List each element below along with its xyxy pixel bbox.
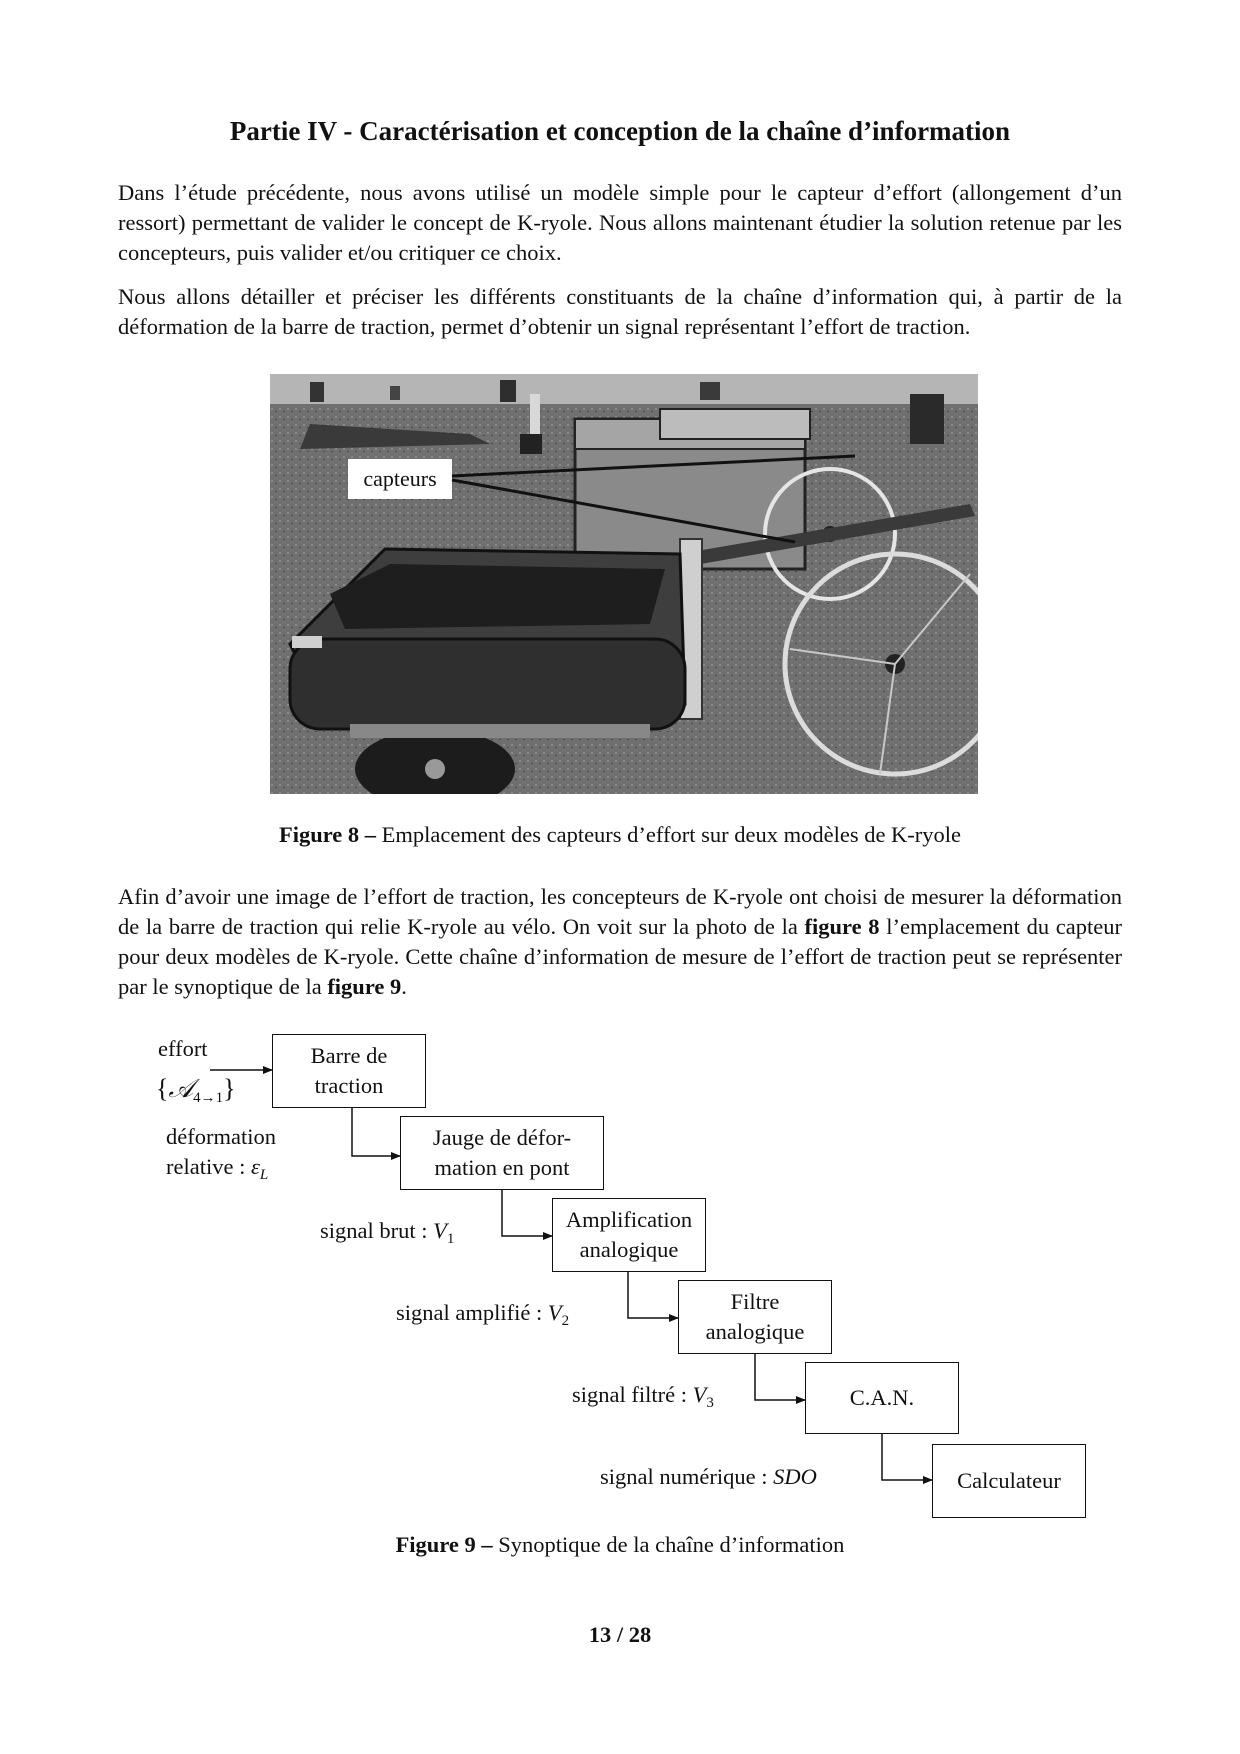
effort-torsor: {𝒜$_{4\to 1}$} xyxy=(156,1074,236,1106)
figure-8-ref: figure 8 xyxy=(804,914,880,939)
block-jauge-deformation: Jauge de défor-mation en pont xyxy=(400,1116,604,1190)
page-number: 13 / 28 xyxy=(588,1622,652,1647)
figure-8-number: Figure 8 – xyxy=(278,822,377,847)
torsor-subscript: 4→1 xyxy=(193,1090,224,1106)
capteurs-label: capteurs xyxy=(363,466,437,491)
block-calculateur: Calculateur xyxy=(932,1444,1086,1518)
measure-text-3: . xyxy=(401,974,407,999)
block-barre-traction: Barre de traction xyxy=(272,1034,426,1108)
measure-text-2: l’emplacement du capteur pour deux modèles de K-ryole. Cette chaîne d’information de mesure de l’effort de traction peut se représenter par le synoptique de la xyxy=(118,914,1122,999)
figure-9-caption xyxy=(0,1532,1240,1558)
signal-numerique: signal numérique : SDO xyxy=(600,1464,817,1489)
signal-filtre: signal filtré : $V_3$ xyxy=(572,1382,714,1411)
figure-9-number: Figure 9 – xyxy=(395,1532,493,1557)
signal-brut: signal brut : $V_1$ xyxy=(320,1218,455,1247)
signal-amplifie: signal amplifié : $V_2$ xyxy=(396,1300,570,1329)
block-can: C.A.N. xyxy=(805,1362,959,1434)
signal-deformation-line1: déformation xyxy=(166,1124,276,1149)
chain-paragraph: Nous allons détailler et préciser les différents constituants de la chaîne d’information qui, à partir de la déformation de la barre de traction, permet d’obtenir un signal représentant l’effort de traction. xyxy=(118,284,1122,339)
figure-9-text: Synoptique de la chaîne d’information xyxy=(492,1532,845,1557)
block-amplification: Amplification analogique xyxy=(552,1198,706,1272)
signal-deformation-line2: relative : $\varepsilon_L$ xyxy=(166,1154,269,1183)
intro-paragraph: Dans l’étude précédente, nous avons utilisé un modèle simple pour le capteur d’effort (allongement d’un ressort) permettant de valider le concept de K-ryole. Nous allons maintenant étudier la solution retenue par les concepteurs, puis valider et/ou critiquer ce choix. xyxy=(118,180,1122,265)
effort-label: effort xyxy=(158,1036,208,1061)
block-filtre: Filtre analogique xyxy=(678,1280,832,1354)
figure-8-text: Emplacement des capteurs d’effort sur deux modèles de K-ryole xyxy=(376,822,962,847)
page-title: Partie IV - Caractérisation et conception de la chaîne d’information xyxy=(229,116,1011,146)
figure-9-ref: figure 9 xyxy=(327,974,402,999)
measure-text-1: Afin d’avoir une image de l’effort de traction, les concepteurs de K-ryole ont choisi de mesurer la déformation de la barre de traction qui relie K-ryole au vélo. On voit sur la photo de la xyxy=(118,884,1122,939)
torsor-symbol: 𝒜 xyxy=(168,1074,194,1103)
